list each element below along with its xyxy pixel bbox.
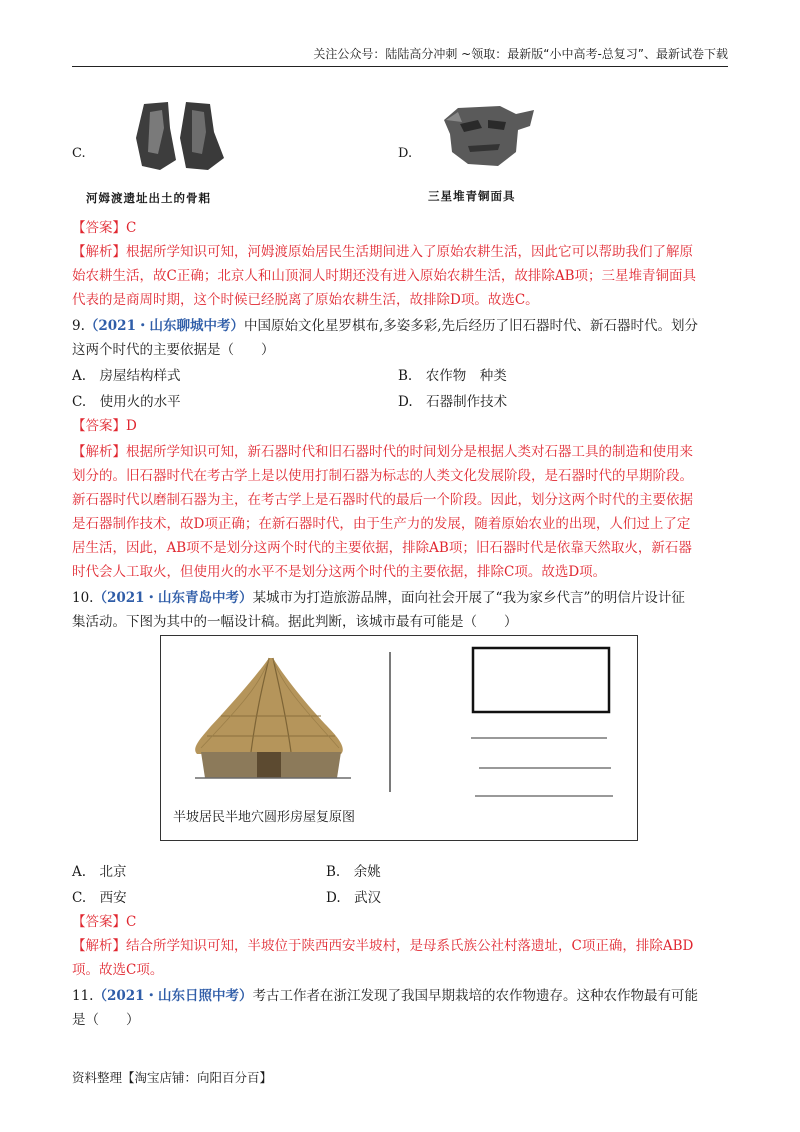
q10-stem — [72, 586, 685, 610]
q10-analysis-line: 【解析】结合所学知识可知，半坡位于陕西西安半坡村，是母系氏族公社村落遗址，C项正确，排除ABD — [72, 938, 694, 954]
q9-stem-text: 中国原始文化星罗棋布,多姿多彩,先后经历了旧石器时代、新石器时代。划分 — [243, 318, 699, 334]
q9-number: 9. — [72, 318, 85, 334]
q9-analysis-line: 新石器时代以磨制石器为主，在考古学上是石器时代的最后一个阶段。因此，划分这两个时代的主要依据 — [72, 492, 693, 508]
q11-stem — [72, 984, 698, 1008]
q9-analysis-line: 居生活，因此，AB项不是划分这两个时代的主要依据，排除AB项；旧石器时代是依靠天然取火，新石器 — [72, 540, 692, 556]
postcard-caption: 半坡居民半地穴圆形房屋复原图 — [173, 810, 356, 825]
q9-analysis-line: 是石器制作技术，故D项正确；在新石器时代，由于生产力的发展，随着原始农业的出现，人们过上了定 — [72, 516, 691, 532]
q9-stem — [72, 314, 698, 338]
bone-spade-image — [130, 98, 230, 178]
q9-analysis-line: 划分的。旧石器时代在考古学上是以使用打制石器为标志的人类文化发展阶段，是石器时代的早期阶段。 — [72, 468, 693, 484]
q11-source: （2021・山东日照中考） — [93, 988, 253, 1004]
bone-spade-caption: 河姆渡遗址出土的骨耜 — [86, 191, 211, 205]
q10-source: （2021・山东青岛中考） — [93, 590, 253, 606]
q9-analysis-line: 【解析】根据所学知识可知，新石器时代和旧石器时代的时间划分是根据人类对石器工具的制造和使用来 — [72, 444, 693, 460]
q10-option-b: B. 余姚 — [326, 864, 381, 880]
q8-analysis-line: 代表的是商周时期，这个时候已经脱离了原始农耕生活，故排除D项。故选C。 — [72, 292, 539, 308]
q11-number: 11. — [72, 988, 94, 1004]
q10-option-d: D. 武汉 — [326, 890, 382, 906]
page-footer: 资料整理【淘宝店铺：向阳百分百】 — [72, 1070, 273, 1085]
q9-stem-line2: 这两个时代的主要依据是（ ） — [72, 342, 275, 358]
q10-answer: 【答案】C — [72, 914, 137, 930]
q9-analysis-line: 时代会人工取火，但使用火的水平不是划分这两个时代的主要依据，排除C项。故选D项。 — [72, 564, 607, 580]
option-c-label: C. — [72, 146, 86, 161]
q10-stem-line2: 集活动。下图为其中的一幅设计稿。据此判断，该城市最有可能是（ ） — [72, 614, 518, 630]
q11-stem-line2: 是（ ） — [72, 1012, 140, 1028]
q10-option-a: A. 北京 — [72, 864, 127, 880]
q9-source: （2021・山东聊城中考） — [84, 318, 244, 334]
q9-option-b: B. 农作物 种类 — [398, 368, 507, 384]
page-header: 关注公众号：陆陆高分冲刺 ~领取：最新版“小中高考-总复习”、最新试卷下载 — [72, 44, 728, 67]
bronze-mask-caption: 三星堆青铜面具 — [428, 189, 516, 203]
q11-stem-text: 考古工作者在浙江发现了我国早期栽培的农作物遗存。这种农作物最有可能 — [252, 988, 699, 1004]
q8-analysis-line: 始农耕生活，故C正确；北京人和山顶洞人时期还没有进入原始农耕生活，故排除AB项；三星堆青铜面具 — [72, 268, 696, 284]
option-d-label: D. — [398, 146, 413, 161]
q10-stem-text: 某城市为打造旅游品牌，面向社会开展了“我为家乡代言”的明信片设计征 — [252, 590, 685, 606]
postcard-design — [160, 635, 638, 841]
q9-answer: 【答案】D — [72, 418, 137, 434]
q8-analysis-line: 【解析】根据所学知识可知，河姆渡原始居民生活期间进入了原始农耕生活，因此它可以帮助我们了解原 — [72, 244, 693, 260]
q9-option-d: D. 石器制作技术 — [398, 394, 508, 410]
q10-analysis-line: 项。故选C项。 — [72, 962, 164, 978]
q8-answer: 【答案】C — [72, 220, 137, 236]
q9-option-a: A. 房屋结构样式 — [72, 368, 181, 384]
q10-option-c: C. 西安 — [72, 890, 127, 906]
bronze-mask-image — [438, 100, 538, 170]
q10-number: 10. — [72, 590, 94, 606]
q9-option-c: C. 使用火的水平 — [72, 394, 181, 410]
